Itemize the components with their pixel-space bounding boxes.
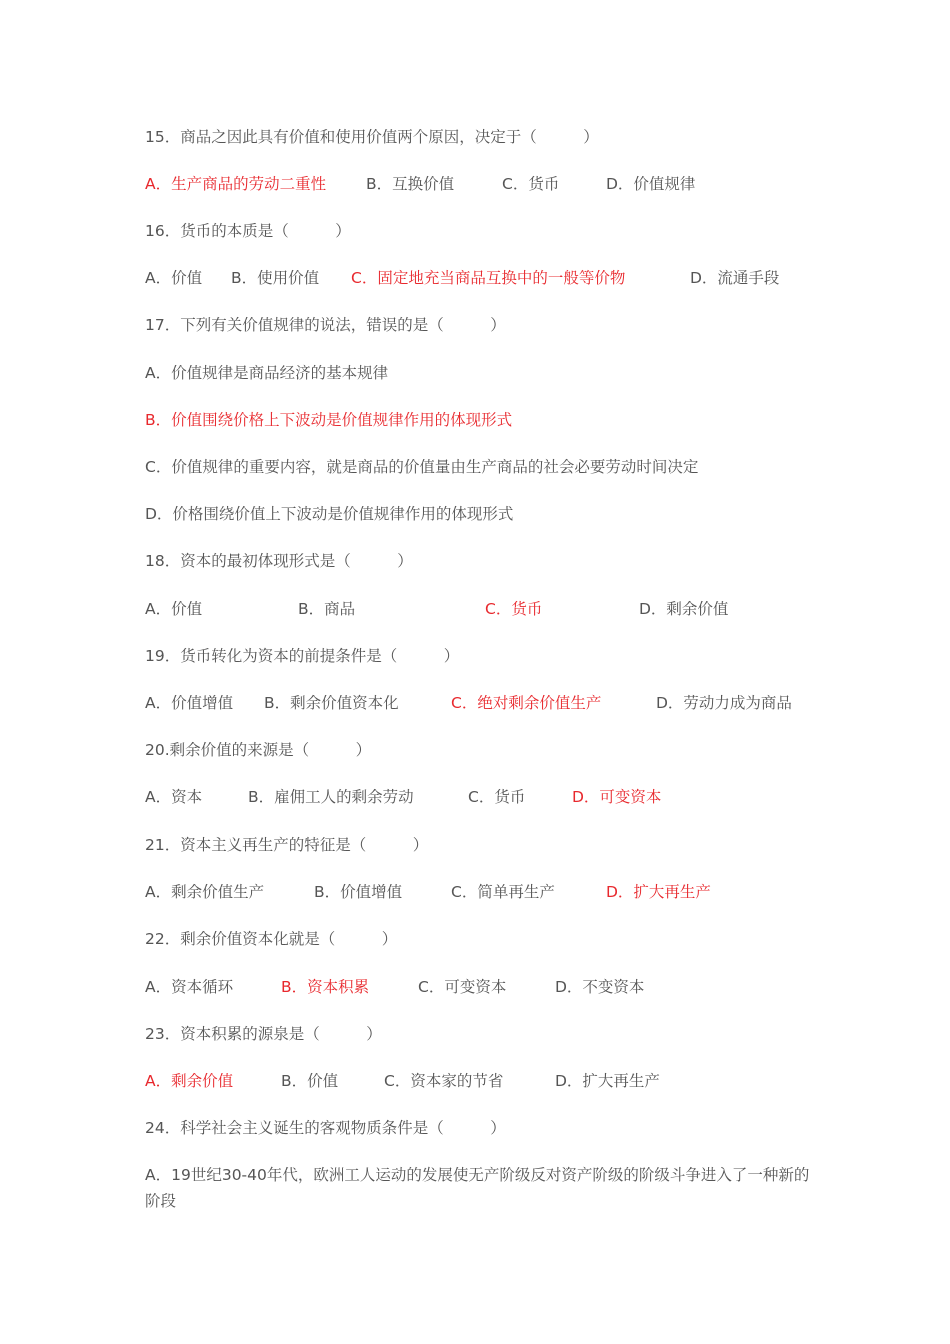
option-d: D．扩大再生产 bbox=[606, 883, 711, 901]
question-20: 20.剩余价值的来源是（ ） bbox=[145, 741, 372, 759]
option-d: D．价值规律 bbox=[606, 175, 696, 193]
question-17: 17．下列有关价值规律的说法，错误的是（ ） bbox=[145, 316, 506, 334]
option-a: A．生产商品的劳动二重性 bbox=[145, 175, 327, 193]
question-19: 19．货币转化为资本的前提条件是（ ） bbox=[145, 647, 460, 665]
question-16: 16．货币的本质是（ ） bbox=[145, 222, 351, 240]
option-17-c: C．价值规律的重要内容，就是商品的价值量由生产商品的社会必要劳动时间决定 bbox=[145, 458, 699, 476]
option-c: C．可变资本 bbox=[418, 978, 507, 996]
option-d: D．流通手段 bbox=[690, 269, 780, 287]
option-b: B．商品 bbox=[298, 600, 356, 618]
option-b: B．价值 bbox=[281, 1072, 339, 1090]
option-a: A．资本 bbox=[145, 788, 203, 806]
option-b: B．资本积累 bbox=[281, 978, 370, 996]
option-a: A．价值 bbox=[145, 269, 203, 287]
option-a: A．价值增值 bbox=[145, 694, 234, 712]
option-17-a: A．价值规律是商品经济的基本规律 bbox=[145, 364, 389, 382]
option-d: D．可变资本 bbox=[572, 788, 662, 806]
option-d: D．剩余价值 bbox=[639, 600, 729, 618]
option-17-b: B．价值围绕价格上下波动是价值规律作用的体现形式 bbox=[145, 411, 513, 429]
question-22: 22．剩余价值资本化就是（ ） bbox=[145, 930, 398, 948]
option-d: D．扩大再生产 bbox=[555, 1072, 660, 1090]
option-c: C．简单再生产 bbox=[451, 883, 555, 901]
option-17-d: D．价格围绕价值上下波动是价值规律作用的体现形式 bbox=[145, 505, 514, 523]
option-b: B．价值增值 bbox=[314, 883, 403, 901]
option-c: C．货币 bbox=[485, 600, 543, 618]
option-c: C．货币 bbox=[468, 788, 526, 806]
option-b: B．互换价值 bbox=[366, 175, 455, 193]
option-c: C．绝对剩余价值生产 bbox=[451, 694, 602, 712]
option-d: D．不变资本 bbox=[555, 978, 645, 996]
option-a: A．价值 bbox=[145, 600, 203, 618]
option-d: D．劳动力成为商品 bbox=[656, 694, 792, 712]
option-c: C．资本家的节省 bbox=[384, 1072, 504, 1090]
option-b: B．使用价值 bbox=[231, 269, 320, 287]
question-21: 21．资本主义再生产的特征是（ ） bbox=[145, 836, 429, 854]
question-24: 24．科学社会主义诞生的客观物质条件是（ ） bbox=[145, 1119, 506, 1137]
option-b: B．雇佣工人的剩余劳动 bbox=[248, 788, 414, 806]
question-18: 18．资本的最初体现形式是（ ） bbox=[145, 552, 413, 570]
question-15: 15．商品之因此具有价值和使用价值两个原因，决定于（ ） bbox=[145, 128, 599, 146]
option-a: A．剩余价值生产 bbox=[145, 883, 265, 901]
option-a: A．资本循环 bbox=[145, 978, 234, 996]
option-24-a: A．19世纪30-40年代，欧洲工人运动的发展使无产阶级反对资产阶级的阶级斗争进入了一种新的阶段 bbox=[145, 1166, 810, 1210]
question-23: 23．资本积累的源泉是（ ） bbox=[145, 1025, 382, 1043]
option-b: B．剩余价值资本化 bbox=[264, 694, 399, 712]
option-a: A．剩余价值 bbox=[145, 1072, 234, 1090]
option-c: C．固定地充当商品互换中的一般等价物 bbox=[351, 269, 626, 287]
option-c: C．货币 bbox=[502, 175, 560, 193]
